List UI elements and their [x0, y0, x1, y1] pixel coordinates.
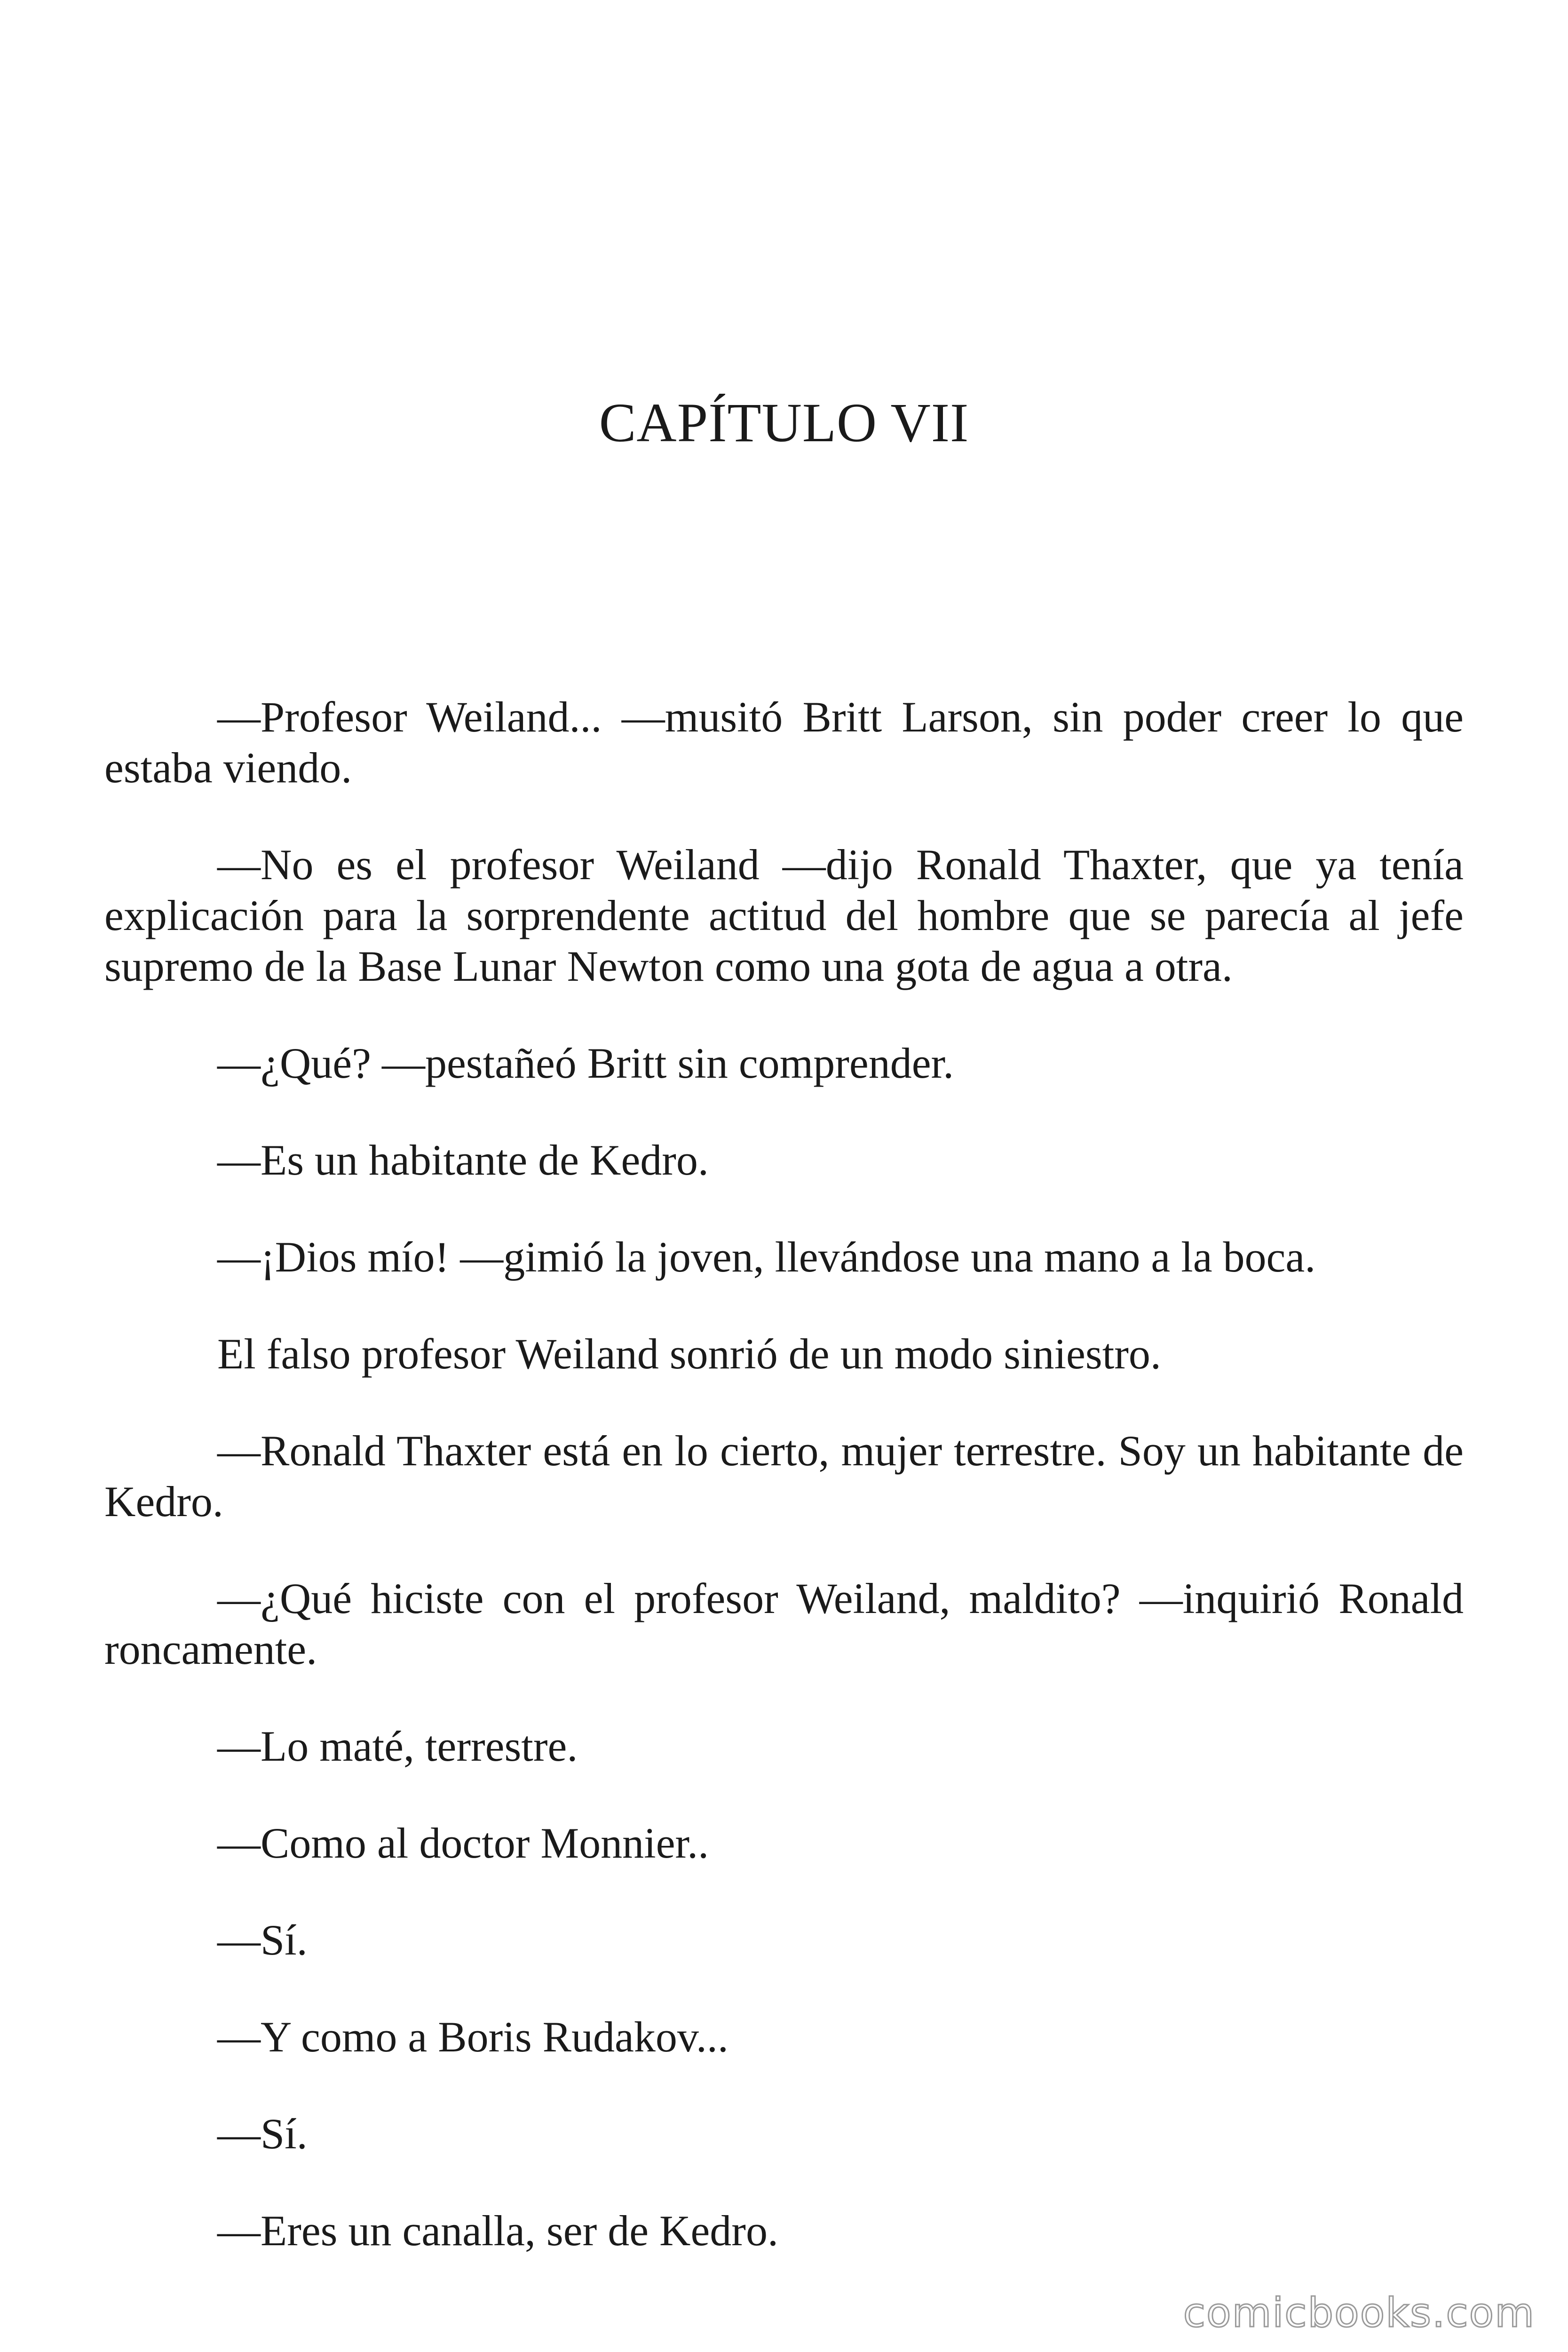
paragraph: —Y como a Boris Rudakov...	[217, 2013, 729, 2061]
paragraph: —Sí.	[217, 2110, 308, 2158]
paragraph: —Lo maté, terrestre.	[217, 1722, 578, 1770]
paragraph: —¿Qué? —pestañeó Britt sin comprender.	[217, 1039, 954, 1087]
paragraph: El falso profesor Weiland sonrió de un modo siniestro.	[217, 1330, 1161, 1378]
paragraph: —Eres un canalla, ser de Kedro.	[217, 2207, 778, 2255]
paragraph: —Sí.	[217, 1916, 308, 1964]
watermark: comicbooks.com	[1183, 2289, 1535, 2336]
paragraph: —Ronald Thaxter está en lo cierto, mujer terrestre. Soy un habitante de Kedro.	[104, 1427, 1464, 1526]
paragraph: —No es el profesor Weiland —dijo Ronald Thaxter, que ya tenía explicación para la sorprendente actitud del hombre que se parecía al jefe supremo de la Base Lunar Newton como una gota de agua a otra.	[104, 841, 1464, 990]
paragraph: —Profesor Weiland... —musitó Britt Larson, sin poder creer lo que estaba viendo.	[104, 693, 1464, 792]
paragraph: —¡Dios mío! —gimió la joven, llevándose una mano a la boca.	[217, 1233, 1316, 1281]
chapter-title: CAPÍTULO VII	[599, 392, 969, 453]
chapter-body	[104, 691, 1464, 2302]
paragraph: —Como al doctor Monnier..	[217, 1819, 709, 1867]
paragraph: —¿Qué hiciste con el profesor Weiland, maldito? —inquirió Ronald roncamente.	[104, 1574, 1464, 1673]
paragraph: —Es un habitante de Kedro.	[217, 1136, 709, 1184]
